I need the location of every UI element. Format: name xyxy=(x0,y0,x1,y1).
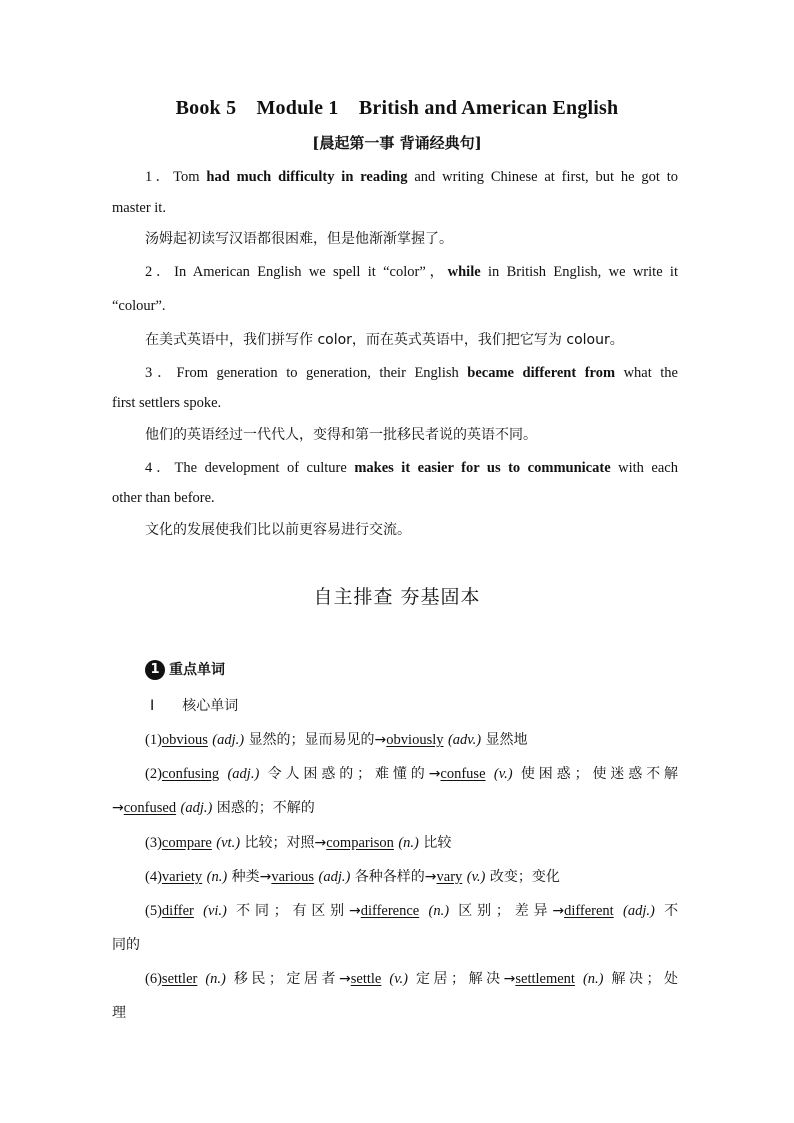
sentence-number: 2． xyxy=(145,264,175,280)
part-of-speech: (v.) xyxy=(493,766,513,782)
sentence-text: From generation to generation, their English xyxy=(176,365,468,381)
vocab-word: compare xyxy=(161,835,212,851)
part-of-speech: (adj.) xyxy=(318,869,351,885)
part-of-speech: (vi.) xyxy=(203,903,227,919)
subsection-number: Ⅰ xyxy=(150,698,155,714)
part-of-speech: (n.) xyxy=(206,869,228,885)
vocab-item-4 xyxy=(145,867,560,887)
sentence-number: 3． xyxy=(145,365,177,381)
vocab-word: settle xyxy=(350,971,382,987)
vocab-word: variety xyxy=(161,869,203,885)
vocab-word: various xyxy=(271,869,315,885)
sentence-2-en-line-1 xyxy=(145,262,678,282)
vocab-meaning: 改变；变化 xyxy=(489,869,560,885)
vocab-word: different xyxy=(564,903,614,919)
sentence-key-phrase: had much difficulty in reading xyxy=(206,169,408,185)
vocab-meaning: 不 xyxy=(664,903,679,919)
vocab-word: vary xyxy=(436,869,463,885)
vocab-word: settlement xyxy=(515,971,575,987)
sentence-3-en-line-2: first settlers spoke. xyxy=(112,395,222,411)
part-of-speech: (n.) xyxy=(398,835,419,851)
sentence-4-en-line-2: other than before. xyxy=(112,490,215,506)
vocab-item-2 xyxy=(145,764,678,784)
arrow-icon: → xyxy=(112,800,124,816)
vocab-meaning: 解决；处 xyxy=(611,971,679,987)
vocab-item-3 xyxy=(145,833,451,853)
sentence-number: 1． xyxy=(145,169,174,185)
vocab-number: (2) xyxy=(145,766,162,782)
sentence-text: with each xyxy=(610,460,678,476)
vocab-word: confuse xyxy=(440,766,486,782)
vocab-word: difference xyxy=(360,903,420,919)
vocab-meaning: 显然地 xyxy=(485,732,528,748)
vocab-number: (6) xyxy=(145,971,162,987)
vocab-meaning: 比较 xyxy=(423,835,452,851)
vocab-meaning: 区别；差异→ xyxy=(458,903,565,919)
sentence-key-phrase: became different from xyxy=(467,365,616,381)
vocab-number: (5) xyxy=(145,903,162,919)
sentence-4-en-line-1 xyxy=(145,458,678,478)
vocab-item-6-continued: 理 xyxy=(112,1005,126,1021)
vocab-meaning: 使困惑；使迷惑不解 xyxy=(520,766,679,782)
vocab-meaning: 移民；定居者→ xyxy=(233,971,351,987)
sentence-text: in British English, we write it xyxy=(480,264,678,280)
vocab-meaning: 不同；有区别→ xyxy=(236,903,361,919)
vocab-heading-label: 重点单词 xyxy=(169,662,225,678)
section-title: 自主排查 夯基固本 xyxy=(313,586,481,608)
vocab-word: confusing xyxy=(161,766,220,782)
sentence-1-en-line-1 xyxy=(145,167,678,187)
subsection-label: 核心单词 xyxy=(182,698,239,714)
vocab-number: (1) xyxy=(145,732,162,748)
vocab-meaning: 定居；解决→ xyxy=(416,971,516,987)
sentence-text: what the xyxy=(615,365,678,381)
part-of-speech: (n.) xyxy=(428,903,450,919)
vocab-word: obviously xyxy=(386,732,444,748)
sentence-text: Tom xyxy=(173,169,207,185)
vocab-meaning: 困惑的；不解的 xyxy=(216,800,315,816)
part-of-speech: (adj.) xyxy=(212,732,245,748)
page-title: Book 5 Module 1 British and American English xyxy=(175,97,619,119)
sentence-text: In American English we spell it “color”， xyxy=(174,264,448,280)
vocab-word: differ xyxy=(161,903,194,919)
vocab-word: obvious xyxy=(161,732,208,748)
vocab-meaning: 显然的；显而易见的→ xyxy=(248,732,387,748)
sentence-2-translation: 在美式英语中，我们拼写作 color，而在英式英语中，我们把它写为 colour。 xyxy=(145,332,624,348)
sentence-1-translation: 汤姆起初读写汉语都很困难，但是他渐渐掌握了。 xyxy=(145,231,453,247)
section-number-badge: 1 xyxy=(145,660,165,680)
page-subtitle: [晨起第一事 背诵经典句] xyxy=(312,134,482,152)
vocab-meaning: 令人困惑的；难懂的→ xyxy=(267,766,441,782)
vocab-item-2-continued xyxy=(112,798,315,818)
vocab-item-1 xyxy=(145,730,528,750)
part-of-speech: (vt.) xyxy=(216,835,241,851)
sentence-1-en-line-2: master it. xyxy=(112,200,166,216)
sentence-2-en-line-2: “colour”. xyxy=(112,298,166,314)
part-of-speech: (v.) xyxy=(389,971,409,987)
part-of-speech: (adj.) xyxy=(180,800,213,816)
vocab-heading xyxy=(145,660,225,680)
vocab-item-5-continued: 同的 xyxy=(112,937,140,953)
vocab-number: (3) xyxy=(145,835,162,851)
part-of-speech: (n.) xyxy=(205,971,226,987)
sentence-text: and writing Chinese at first, but he got to xyxy=(407,169,679,185)
part-of-speech: (adv.) xyxy=(447,732,482,748)
part-of-speech: (adj.) xyxy=(227,766,260,782)
vocab-word: comparison xyxy=(326,835,394,851)
part-of-speech: (adj.) xyxy=(622,903,655,919)
sentence-key-phrase: while xyxy=(447,264,481,280)
part-of-speech: (n.) xyxy=(582,971,604,987)
sentence-text: The development of culture xyxy=(174,460,355,476)
vocab-meaning: 种类→ xyxy=(231,869,272,885)
vocab-word: settler xyxy=(161,971,198,987)
part-of-speech: (v.) xyxy=(466,869,486,885)
vocab-item-6 xyxy=(145,969,678,989)
sentence-4-translation: 文化的发展使我们比以前更容易进行交流。 xyxy=(145,522,411,538)
vocab-meaning: 各种各样的→ xyxy=(354,869,437,885)
sentence-number: 4． xyxy=(145,460,175,476)
vocab-meaning: 比较；对照→ xyxy=(244,835,327,851)
vocab-word: confused xyxy=(123,800,177,816)
sentence-3-en-line-1 xyxy=(145,363,678,383)
sentence-key-phrase: makes it easier for us to communicate xyxy=(354,460,611,476)
vocab-item-5 xyxy=(145,901,678,921)
subsection-heading xyxy=(150,696,238,716)
vocab-number: (4) xyxy=(145,869,162,885)
sentence-3-translation: 他们的英语经过一代代人，变得和第一批移民者说的英语不同。 xyxy=(145,427,537,443)
